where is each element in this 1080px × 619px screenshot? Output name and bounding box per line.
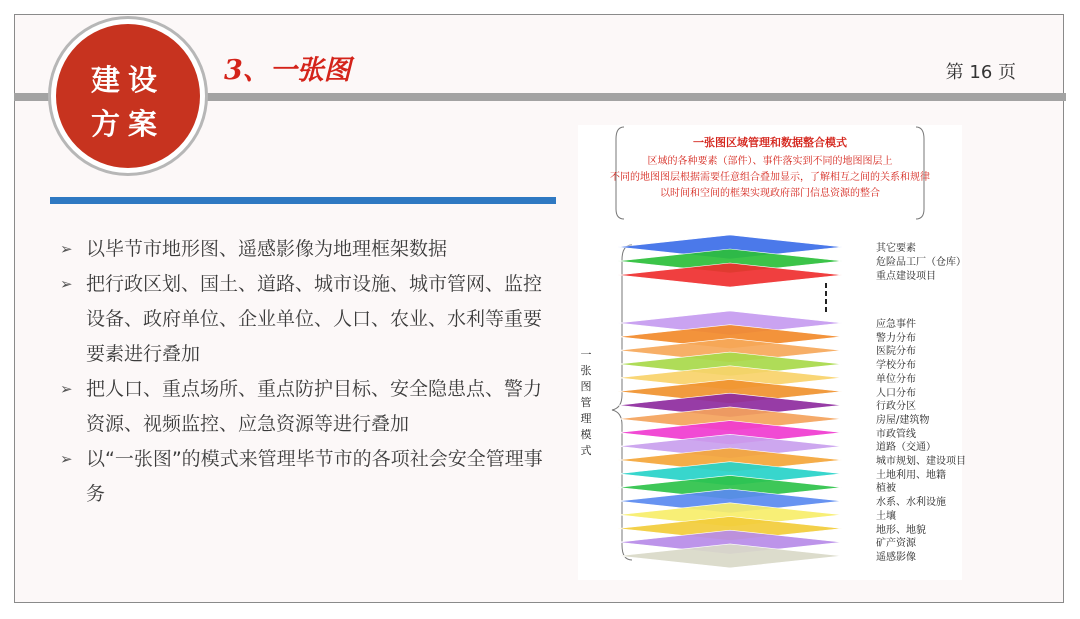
blue-divider (50, 197, 556, 204)
layer-label: 学校分布 (876, 360, 916, 372)
bullet-list (60, 232, 560, 512)
arrow-bullet-icon: ➢ (60, 450, 73, 468)
arrow-bullet-icon: ➢ (60, 275, 73, 293)
section-title: 3、一张图 (224, 55, 351, 86)
diagram-desc-line: 区域的各种要素（部件）、事件落实到不同的地图图层上 (647, 156, 893, 167)
bullet-item (60, 267, 560, 372)
layer-label: 遥感影像 (876, 551, 916, 563)
layer-label: 应急事件 (876, 319, 916, 330)
section-badge (56, 24, 200, 168)
layer-label: 城市规划、建设项目 (876, 456, 966, 467)
bullet-item (60, 372, 560, 442)
layer-label: 其它要素 (876, 243, 916, 254)
layer-label: 行政分区 (876, 401, 916, 413)
map-layer (618, 263, 842, 287)
layer-label: 重点建设项目 (876, 271, 936, 282)
layer-label: 植被 (876, 483, 896, 495)
layer-label: 人口分布 (876, 387, 916, 399)
side-vertical-label: 一张图管理模式 (580, 348, 592, 457)
page-number: 第 16 页 (945, 62, 1016, 83)
badge-line-1: 建设 (90, 63, 165, 97)
layer-label: 单位分布 (876, 373, 916, 385)
arrow-bullet-icon: ➢ (60, 240, 73, 258)
badge-line-2: 方案 (90, 107, 165, 141)
bullet-item (60, 442, 560, 512)
side-brace (612, 245, 632, 560)
bullet-text: 把行政区划、国土、道路、城市设施、城市管网、监控设备、政府单位、企业单位、人口、农业、水利等重要要素进行叠加 (86, 273, 543, 365)
layer-diagram (578, 125, 966, 580)
bullet-text: 把人口、重点场所、重点防护目标、安全隐患点、警力资源、视频监控、应急资源等进行叠加 (86, 378, 543, 435)
layer-label: 医院分布 (876, 346, 916, 358)
diagram-desc-line: 以时间和空间的框架实现政府部门信息资源的整合 (660, 188, 880, 199)
layer-label: 警力分布 (876, 332, 916, 344)
layer-label: 水系、水利设施 (876, 497, 946, 509)
layer-label: 房屋/建筑物 (876, 414, 930, 426)
bullet-item (60, 232, 560, 267)
bullet-text: 以“一张图”的模式来管理毕节市的各项社会安全管理事务 (86, 448, 543, 505)
layer-label: 土地利用、地籍 (876, 469, 946, 481)
layer-label: 危险品工厂（仓库） (876, 257, 966, 268)
layer-label: 地形、地貌 (876, 524, 926, 536)
layer-label: 道路（交通） (876, 442, 936, 454)
layer-label: 土壤 (876, 510, 896, 522)
layer-stack (618, 235, 842, 568)
bullet-text: 以毕节市地形图、遥感影像为地理框架数据 (86, 238, 448, 260)
diagram-title: 一张图区域管理和数据整合模式 (693, 136, 847, 149)
diagram-desc-line: 不同的地图图层根据需要任意组合叠加显示，了解相互之间的关系和规律 (610, 172, 930, 183)
map-layer (618, 544, 842, 568)
layer-label: 矿产资源 (876, 538, 916, 550)
arrow-bullet-icon: ➢ (60, 380, 73, 398)
layer-label: 市政管线 (876, 428, 916, 440)
